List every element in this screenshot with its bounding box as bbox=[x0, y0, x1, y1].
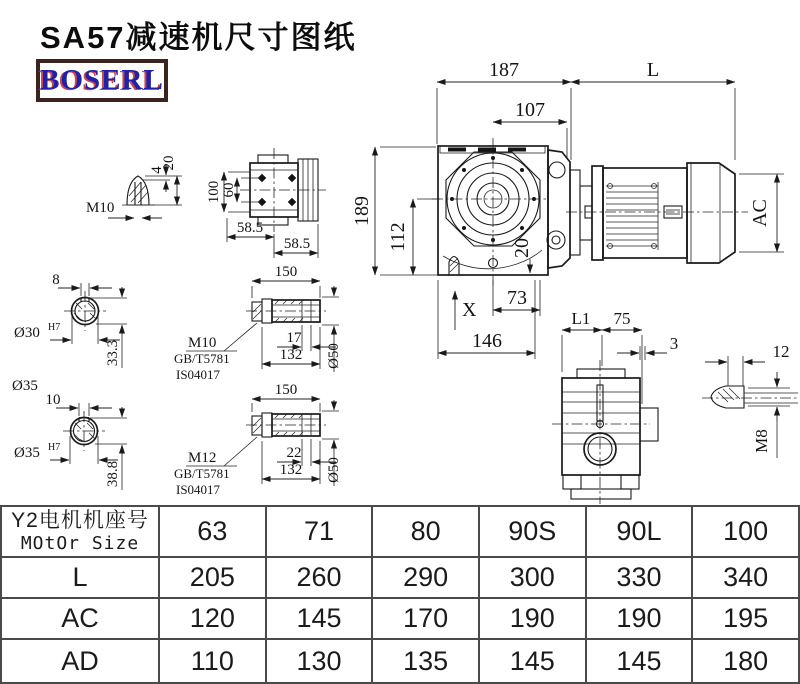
dim-189: 189 bbox=[351, 196, 373, 226]
motor-size-label-en: MOtOr Size bbox=[20, 533, 140, 555]
motor-frame-71: 71 bbox=[266, 506, 373, 557]
dim-187: 187 bbox=[489, 59, 519, 81]
dim-8: 8 bbox=[52, 272, 60, 288]
value-L-90S: 300 bbox=[479, 557, 586, 598]
table-row-AC bbox=[1, 598, 799, 639]
dim-dia30-fit: H7 bbox=[48, 322, 61, 333]
dim-112: 112 bbox=[387, 222, 409, 252]
value-AD-80: 135 bbox=[372, 639, 479, 683]
dim-X: X bbox=[462, 299, 477, 321]
side-view bbox=[552, 309, 678, 504]
value-AC-100: 195 bbox=[692, 598, 799, 639]
dim-12: 12 bbox=[772, 342, 790, 361]
dim-58-5-left: 58.5 bbox=[236, 220, 264, 236]
value-AD-90L: 145 bbox=[586, 639, 693, 683]
dim-L: L bbox=[646, 59, 660, 81]
motor-frame-100: 100 bbox=[692, 506, 799, 557]
label-std2-b1: IS04017 bbox=[176, 367, 221, 382]
dim-M10-tap: M10 bbox=[86, 200, 115, 216]
bore-section-1 bbox=[12, 272, 127, 394]
top-view bbox=[206, 148, 326, 258]
value-L-63: 205 bbox=[159, 557, 266, 598]
value-AC-90L: 190 bbox=[586, 598, 693, 639]
dim-dia50-b2: Ø50 bbox=[326, 457, 342, 483]
dim-dia35-outer: Ø35 bbox=[12, 378, 38, 394]
motor-frame-63: 63 bbox=[159, 506, 266, 557]
label-std2-b2: IS04017 bbox=[176, 482, 221, 497]
dim-L1: L1 bbox=[571, 309, 591, 328]
motor-frame-90L: 90L bbox=[586, 506, 693, 557]
dim-dia50-b1: Ø50 bbox=[326, 343, 342, 369]
value-L-80: 290 bbox=[372, 557, 479, 598]
dim-60: 60 bbox=[221, 182, 237, 198]
value-AD-71: 130 bbox=[266, 639, 373, 683]
value-L-100: 340 bbox=[692, 557, 799, 598]
dim-150-b1: 150 bbox=[274, 264, 298, 280]
dim-M8: M8 bbox=[752, 429, 771, 453]
value-AC-90S: 190 bbox=[479, 598, 586, 639]
dim-22: 22 bbox=[286, 445, 302, 461]
dim-107: 107 bbox=[515, 99, 545, 121]
value-L-71: 260 bbox=[266, 557, 373, 598]
dim-dia30: Ø30 bbox=[14, 325, 40, 341]
value-AC-71: 145 bbox=[266, 598, 373, 639]
value-AD-90S: 145 bbox=[479, 639, 586, 683]
bushing-1 bbox=[174, 264, 342, 382]
motor-frame-80: 80 bbox=[372, 506, 479, 557]
bushing-2 bbox=[174, 382, 342, 497]
label-thread-b1: M10 bbox=[188, 335, 217, 351]
label-std1-b1: GB/T5781 bbox=[174, 351, 230, 366]
dim-150-b2: 150 bbox=[274, 382, 298, 398]
dim-4: 4 bbox=[149, 166, 165, 174]
dimension-table bbox=[0, 505, 800, 684]
dim-10: 10 bbox=[45, 392, 61, 408]
value-AC-80: 170 bbox=[372, 598, 479, 639]
label-thread-b2: M12 bbox=[188, 450, 217, 466]
dim-146: 146 bbox=[472, 330, 502, 352]
value-AD-63: 110 bbox=[159, 639, 266, 683]
dim-73: 73 bbox=[507, 287, 527, 309]
dim-dia35: Ø35 bbox=[14, 445, 40, 461]
value-AC-63: 120 bbox=[159, 598, 266, 639]
dim-17: 17 bbox=[286, 330, 302, 346]
dim-dia35-fit: H7 bbox=[48, 442, 61, 453]
motor-size-label-cn: Y2电机机座号 bbox=[11, 508, 149, 532]
row-label-AD: AD bbox=[1, 639, 159, 683]
dim-38-8: 38.8 bbox=[105, 460, 121, 488]
row-label-L: L bbox=[1, 557, 159, 598]
bore-section-2 bbox=[14, 392, 127, 490]
shaft-detail bbox=[702, 342, 798, 458]
dim-20: 20 bbox=[511, 238, 533, 258]
table-row-AD bbox=[1, 639, 799, 683]
brand-logo-text: BOSERL bbox=[40, 64, 164, 96]
shaft-end-view bbox=[86, 156, 182, 219]
value-L-90L: 330 bbox=[586, 557, 693, 598]
motor-frame-90S: 90S bbox=[479, 506, 586, 557]
dim-58-5-right: 58.5 bbox=[283, 236, 311, 252]
table-row-L bbox=[1, 557, 799, 598]
main-view bbox=[351, 59, 784, 359]
dim-3: 3 bbox=[669, 334, 679, 353]
dim-20-shaft: 20 bbox=[161, 155, 177, 171]
table-header-cell bbox=[1, 506, 159, 557]
dim-75: 75 bbox=[613, 309, 631, 328]
page-title: SA57减速机尺寸图纸 bbox=[40, 20, 357, 55]
label-std1-b2: GB/T5781 bbox=[174, 466, 230, 481]
table-header-row bbox=[1, 506, 799, 557]
dim-AC: AC bbox=[749, 199, 771, 227]
dim-33-3: 33.3 bbox=[105, 339, 121, 367]
dim-132-b2: 132 bbox=[279, 462, 303, 478]
value-AD-100: 180 bbox=[692, 639, 799, 683]
dim-132-b1: 132 bbox=[279, 347, 303, 363]
dim-100: 100 bbox=[206, 180, 222, 204]
row-label-AC: AC bbox=[1, 598, 159, 639]
